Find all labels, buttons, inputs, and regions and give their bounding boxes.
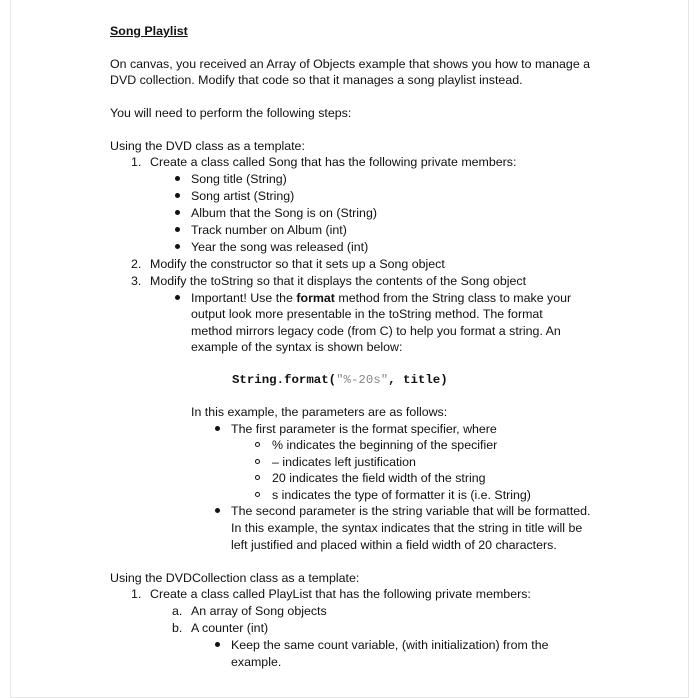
important-line-2: output look more presentable in the toString method. The format bbox=[191, 307, 543, 321]
list-letter: a. bbox=[172, 604, 183, 618]
list-number: 2. bbox=[131, 257, 142, 271]
song-member: Song title (String) bbox=[191, 172, 287, 186]
important-line-3: method mirrors legacy code (from C) to help you format a string. An bbox=[191, 324, 561, 338]
bullet-icon bbox=[175, 210, 180, 215]
intro-line-1: On canvas, you received an Array of Objects example that shows you how to manage a bbox=[110, 57, 591, 71]
bullet-icon bbox=[175, 244, 180, 249]
section2-heading: Using the DVDCollection class as a template: bbox=[110, 571, 360, 585]
bullet-icon bbox=[175, 295, 180, 300]
section1-item-2: Modify the constructor so that it sets up a Song object bbox=[150, 257, 445, 271]
bullet-icon bbox=[175, 176, 180, 181]
song-member: Track number on Album (int) bbox=[191, 223, 347, 237]
params-intro: In this example, the parameters are as follows: bbox=[191, 405, 448, 419]
specifier-item: s indicates the type of formatter it is (i.e. String) bbox=[272, 488, 531, 502]
param-2-line-3: left justified and placed within a field width of 20 characters. bbox=[231, 538, 557, 552]
param-1: The first parameter is the format specifier, where bbox=[231, 422, 497, 436]
important-line-4: example of the syntax is shown below: bbox=[191, 340, 403, 354]
bullet-icon bbox=[215, 642, 220, 647]
param-2-line-1: The second parameter is the string variable that will be formatted. bbox=[231, 504, 591, 518]
list-number: 1. bbox=[131, 155, 142, 169]
song-member: Album that the Song is on (String) bbox=[191, 206, 377, 220]
playlist-member-a: An array of Song objects bbox=[191, 604, 327, 618]
document-page bbox=[10, 0, 689, 698]
param-2-line-2: In this example, the syntax indicates that the string in title will be bbox=[231, 521, 583, 535]
section1-item-3: Modify the toString so that it displays the contents of the Song object bbox=[150, 274, 527, 288]
section1-item-1: Create a class called Song that has the following private members: bbox=[150, 155, 517, 169]
circle-bullet-icon bbox=[255, 475, 260, 480]
list-number: 3. bbox=[131, 274, 142, 288]
specifier-item: – indicates left justification bbox=[272, 455, 416, 469]
section2-item-1: Create a class called PlayList that has the following private members: bbox=[150, 587, 531, 601]
bullet-icon bbox=[215, 426, 220, 431]
specifier-item: % indicates the beginning of the specifier bbox=[272, 438, 498, 452]
song-member: Song artist (String) bbox=[191, 189, 295, 203]
playlist-member-b: A counter (int) bbox=[191, 621, 269, 635]
bullet-icon bbox=[175, 193, 180, 198]
important-line-1: Important! Use the format method from the String class to make your bbox=[191, 291, 572, 305]
note-line-2: example. bbox=[231, 655, 282, 669]
list-number: 1. bbox=[131, 587, 142, 601]
intro-line-2: DVD collection. Modify that code so that it manages a song playlist instead. bbox=[110, 73, 523, 87]
code-example: String.format("%-20s", title) bbox=[232, 373, 448, 387]
bullet-icon bbox=[175, 227, 180, 232]
bullet-icon bbox=[215, 508, 220, 513]
circle-bullet-icon bbox=[255, 442, 260, 447]
section1-heading: Using the DVD class as a template: bbox=[110, 139, 305, 153]
specifier-item: 20 indicates the field width of the string bbox=[272, 471, 486, 485]
note-line-1: Keep the same count variable, (with initialization) from the bbox=[231, 638, 549, 652]
steps-intro: You will need to perform the following steps: bbox=[110, 106, 352, 120]
circle-bullet-icon bbox=[255, 459, 260, 464]
list-letter: b. bbox=[172, 621, 183, 635]
song-member: Year the song was released (int) bbox=[191, 240, 369, 254]
document-title: Song Playlist bbox=[110, 24, 188, 38]
circle-bullet-icon bbox=[255, 492, 260, 497]
